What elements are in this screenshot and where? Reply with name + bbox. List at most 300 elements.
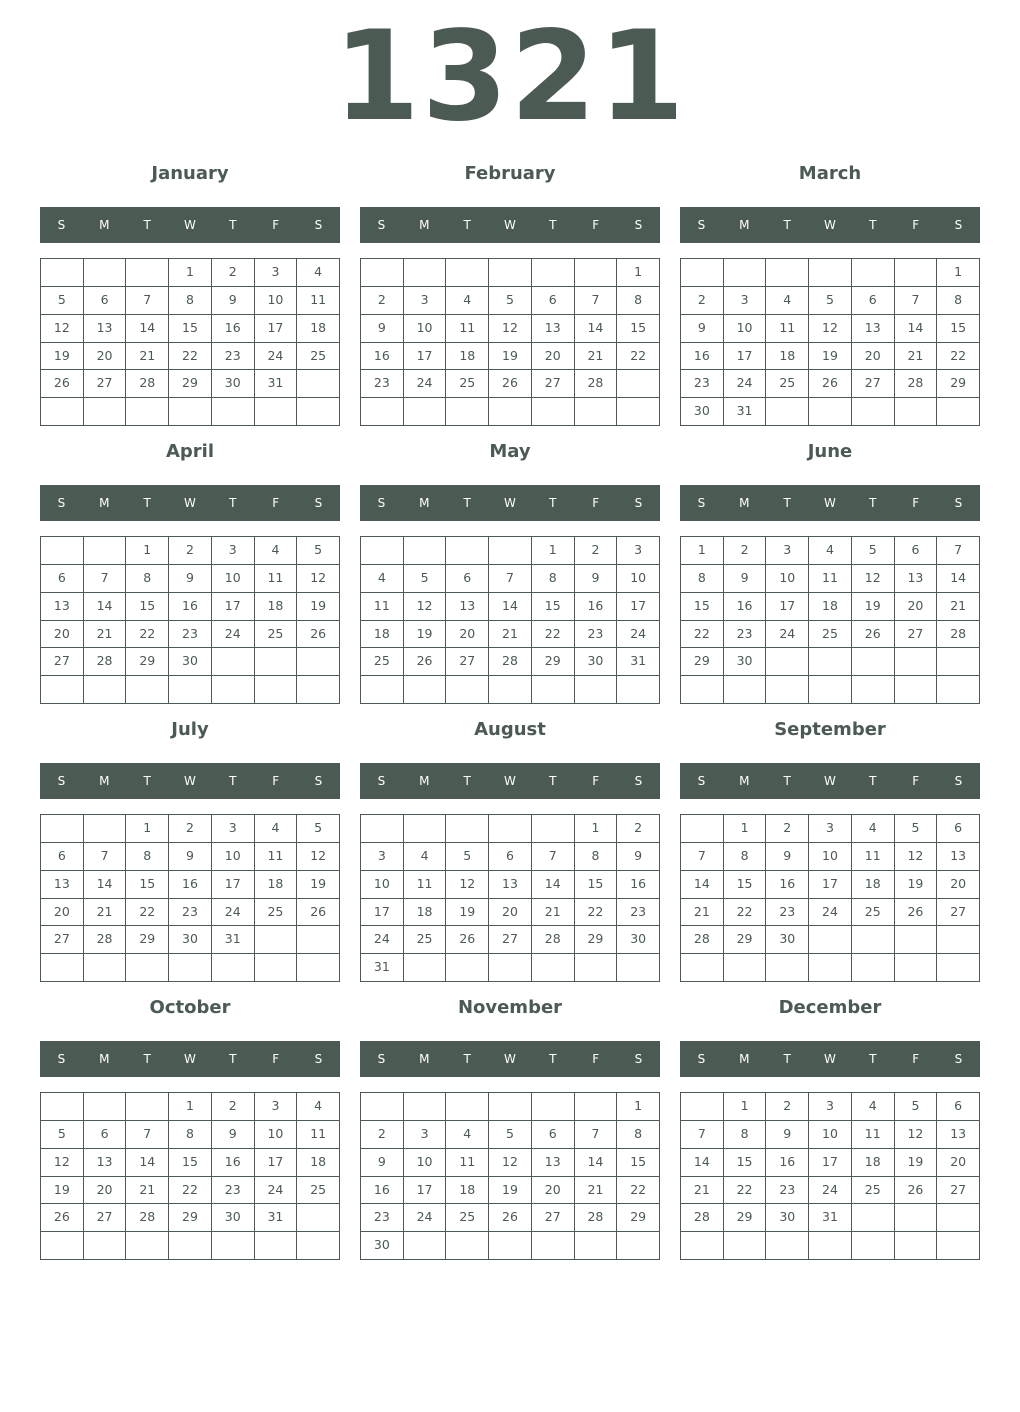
day-cell[interactable]: 15: [617, 315, 660, 343]
day-cell[interactable]: 18: [446, 1177, 489, 1205]
day-cell[interactable]: 6: [852, 287, 895, 315]
day-cell[interactable]: 18: [255, 871, 298, 899]
day-cell[interactable]: 8: [617, 1121, 660, 1149]
day-cell[interactable]: 15: [169, 1149, 212, 1177]
day-cell[interactable]: 16: [681, 343, 724, 371]
day-cell[interactable]: 5: [41, 287, 84, 315]
day-cell[interactable]: 19: [404, 621, 447, 649]
day-cell[interactable]: 19: [809, 343, 852, 371]
day-cell[interactable]: 27: [84, 1204, 127, 1232]
day-cell[interactable]: 22: [617, 343, 660, 371]
day-cell[interactable]: 21: [126, 343, 169, 371]
day-cell[interactable]: 25: [297, 343, 340, 371]
day-cell[interactable]: 24: [766, 621, 809, 649]
day-cell[interactable]: 9: [724, 565, 767, 593]
day-cell[interactable]: 26: [895, 1177, 938, 1205]
day-cell[interactable]: 12: [297, 565, 340, 593]
day-cell[interactable]: 22: [169, 1177, 212, 1205]
day-cell[interactable]: 4: [852, 815, 895, 843]
day-cell[interactable]: 12: [895, 843, 938, 871]
day-cell[interactable]: 7: [84, 843, 127, 871]
day-cell[interactable]: 8: [169, 1121, 212, 1149]
day-cell[interactable]: 25: [852, 1177, 895, 1205]
day-cell[interactable]: 13: [937, 843, 980, 871]
day-cell[interactable]: 11: [809, 565, 852, 593]
day-cell[interactable]: 4: [297, 259, 340, 287]
day-cell[interactable]: 2: [169, 815, 212, 843]
day-cell[interactable]: 20: [852, 343, 895, 371]
day-cell[interactable]: 18: [852, 1149, 895, 1177]
day-cell[interactable]: 30: [724, 648, 767, 676]
day-cell[interactable]: 14: [681, 871, 724, 899]
day-cell[interactable]: 9: [766, 843, 809, 871]
day-cell[interactable]: 27: [41, 926, 84, 954]
day-cell[interactable]: 12: [446, 871, 489, 899]
day-cell[interactable]: 2: [724, 537, 767, 565]
day-cell[interactable]: 10: [809, 1121, 852, 1149]
day-cell[interactable]: 20: [937, 1149, 980, 1177]
day-cell[interactable]: 5: [446, 843, 489, 871]
day-cell[interactable]: 13: [41, 871, 84, 899]
day-cell[interactable]: 15: [617, 1149, 660, 1177]
day-cell[interactable]: 31: [212, 926, 255, 954]
day-cell[interactable]: 27: [41, 648, 84, 676]
day-cell[interactable]: 14: [681, 1149, 724, 1177]
day-cell[interactable]: 2: [681, 287, 724, 315]
day-cell[interactable]: 11: [255, 843, 298, 871]
day-cell[interactable]: 9: [361, 315, 404, 343]
day-cell[interactable]: 11: [404, 871, 447, 899]
day-cell[interactable]: 5: [489, 287, 532, 315]
day-cell[interactable]: 30: [681, 398, 724, 426]
day-cell[interactable]: 25: [255, 899, 298, 927]
day-cell[interactable]: 12: [404, 593, 447, 621]
day-cell[interactable]: 11: [446, 1149, 489, 1177]
day-cell[interactable]: 28: [937, 621, 980, 649]
day-cell[interactable]: 27: [532, 370, 575, 398]
day-cell[interactable]: 1: [937, 259, 980, 287]
day-cell[interactable]: 3: [255, 259, 298, 287]
day-cell[interactable]: 28: [84, 926, 127, 954]
day-cell[interactable]: 30: [575, 648, 618, 676]
day-cell[interactable]: 19: [41, 1177, 84, 1205]
day-cell[interactable]: 14: [126, 315, 169, 343]
day-cell[interactable]: 19: [489, 1177, 532, 1205]
day-cell[interactable]: 3: [617, 537, 660, 565]
day-cell[interactable]: 6: [937, 815, 980, 843]
day-cell[interactable]: 19: [895, 1149, 938, 1177]
day-cell[interactable]: 27: [84, 370, 127, 398]
day-cell[interactable]: 23: [766, 899, 809, 927]
day-cell[interactable]: 25: [297, 1177, 340, 1205]
day-cell[interactable]: 24: [404, 370, 447, 398]
day-cell[interactable]: 7: [895, 287, 938, 315]
day-cell[interactable]: 7: [575, 1121, 618, 1149]
day-cell[interactable]: 28: [126, 370, 169, 398]
day-cell[interactable]: 5: [41, 1121, 84, 1149]
day-cell[interactable]: 23: [361, 1204, 404, 1232]
day-cell[interactable]: 5: [404, 565, 447, 593]
day-cell[interactable]: 13: [532, 315, 575, 343]
day-cell[interactable]: 15: [575, 871, 618, 899]
day-cell[interactable]: 20: [41, 899, 84, 927]
day-cell[interactable]: 5: [297, 815, 340, 843]
day-cell[interactable]: 28: [126, 1204, 169, 1232]
day-cell[interactable]: 1: [169, 259, 212, 287]
day-cell[interactable]: 14: [84, 871, 127, 899]
day-cell[interactable]: 18: [297, 1149, 340, 1177]
day-cell[interactable]: 27: [937, 899, 980, 927]
day-cell[interactable]: 19: [446, 899, 489, 927]
day-cell[interactable]: 15: [724, 871, 767, 899]
day-cell[interactable]: 13: [446, 593, 489, 621]
day-cell[interactable]: 4: [446, 287, 489, 315]
day-cell[interactable]: 22: [937, 343, 980, 371]
day-cell[interactable]: 30: [617, 926, 660, 954]
day-cell[interactable]: 3: [404, 287, 447, 315]
day-cell[interactable]: 16: [361, 1177, 404, 1205]
day-cell[interactable]: 30: [766, 926, 809, 954]
day-cell[interactable]: 21: [681, 1177, 724, 1205]
day-cell[interactable]: 16: [724, 593, 767, 621]
day-cell[interactable]: 10: [404, 1149, 447, 1177]
day-cell[interactable]: 24: [617, 621, 660, 649]
day-cell[interactable]: 24: [255, 343, 298, 371]
day-cell[interactable]: 18: [809, 593, 852, 621]
day-cell[interactable]: 14: [937, 565, 980, 593]
day-cell[interactable]: 21: [937, 593, 980, 621]
day-cell[interactable]: 17: [809, 871, 852, 899]
day-cell[interactable]: 10: [724, 315, 767, 343]
day-cell[interactable]: 8: [617, 287, 660, 315]
day-cell[interactable]: 1: [681, 537, 724, 565]
day-cell[interactable]: 28: [895, 370, 938, 398]
day-cell[interactable]: 31: [255, 1204, 298, 1232]
day-cell[interactable]: 2: [212, 1093, 255, 1121]
day-cell[interactable]: 26: [404, 648, 447, 676]
day-cell[interactable]: 7: [681, 1121, 724, 1149]
day-cell[interactable]: 21: [489, 621, 532, 649]
day-cell[interactable]: 17: [404, 343, 447, 371]
day-cell[interactable]: 10: [212, 843, 255, 871]
day-cell[interactable]: 5: [489, 1121, 532, 1149]
day-cell[interactable]: 8: [169, 287, 212, 315]
day-cell[interactable]: 1: [575, 815, 618, 843]
day-cell[interactable]: 24: [724, 370, 767, 398]
day-cell[interactable]: 16: [575, 593, 618, 621]
day-cell[interactable]: 18: [404, 899, 447, 927]
day-cell[interactable]: 25: [361, 648, 404, 676]
day-cell[interactable]: 14: [532, 871, 575, 899]
day-cell[interactable]: 22: [617, 1177, 660, 1205]
day-cell[interactable]: 21: [84, 899, 127, 927]
day-cell[interactable]: 2: [212, 259, 255, 287]
day-cell[interactable]: 4: [297, 1093, 340, 1121]
day-cell[interactable]: 17: [255, 315, 298, 343]
day-cell[interactable]: 26: [852, 621, 895, 649]
day-cell[interactable]: 17: [212, 871, 255, 899]
day-cell[interactable]: 12: [297, 843, 340, 871]
day-cell[interactable]: 27: [489, 926, 532, 954]
day-cell[interactable]: 23: [575, 621, 618, 649]
day-cell[interactable]: 6: [532, 1121, 575, 1149]
day-cell[interactable]: 28: [489, 648, 532, 676]
day-cell[interactable]: 25: [852, 899, 895, 927]
day-cell[interactable]: 27: [895, 621, 938, 649]
day-cell[interactable]: 8: [937, 287, 980, 315]
day-cell[interactable]: 9: [361, 1149, 404, 1177]
day-cell[interactable]: 20: [84, 343, 127, 371]
day-cell[interactable]: 7: [575, 287, 618, 315]
day-cell[interactable]: 6: [446, 565, 489, 593]
day-cell[interactable]: 31: [809, 1204, 852, 1232]
day-cell[interactable]: 30: [212, 1204, 255, 1232]
day-cell[interactable]: 26: [297, 621, 340, 649]
day-cell[interactable]: 18: [361, 621, 404, 649]
day-cell[interactable]: 29: [532, 648, 575, 676]
day-cell[interactable]: 6: [41, 843, 84, 871]
day-cell[interactable]: 7: [126, 1121, 169, 1149]
day-cell[interactable]: 23: [212, 343, 255, 371]
day-cell[interactable]: 10: [255, 287, 298, 315]
day-cell[interactable]: 8: [532, 565, 575, 593]
day-cell[interactable]: 21: [895, 343, 938, 371]
day-cell[interactable]: 26: [297, 899, 340, 927]
day-cell[interactable]: 2: [361, 1121, 404, 1149]
day-cell[interactable]: 1: [617, 1093, 660, 1121]
day-cell[interactable]: 13: [532, 1149, 575, 1177]
day-cell[interactable]: 14: [575, 1149, 618, 1177]
day-cell[interactable]: 2: [361, 287, 404, 315]
day-cell[interactable]: 22: [126, 621, 169, 649]
day-cell[interactable]: 24: [809, 1177, 852, 1205]
day-cell[interactable]: 16: [766, 871, 809, 899]
day-cell[interactable]: 27: [852, 370, 895, 398]
day-cell[interactable]: 20: [937, 871, 980, 899]
day-cell[interactable]: 25: [809, 621, 852, 649]
day-cell[interactable]: 20: [489, 899, 532, 927]
day-cell[interactable]: 26: [489, 1204, 532, 1232]
day-cell[interactable]: 23: [169, 899, 212, 927]
day-cell[interactable]: 16: [212, 1149, 255, 1177]
day-cell[interactable]: 13: [852, 315, 895, 343]
day-cell[interactable]: 21: [84, 621, 127, 649]
day-cell[interactable]: 16: [212, 315, 255, 343]
day-cell[interactable]: 1: [169, 1093, 212, 1121]
day-cell[interactable]: 17: [766, 593, 809, 621]
day-cell[interactable]: 13: [895, 565, 938, 593]
day-cell[interactable]: 18: [255, 593, 298, 621]
day-cell[interactable]: 7: [681, 843, 724, 871]
day-cell[interactable]: 10: [361, 871, 404, 899]
day-cell[interactable]: 23: [724, 621, 767, 649]
day-cell[interactable]: 15: [532, 593, 575, 621]
day-cell[interactable]: 22: [169, 343, 212, 371]
day-cell[interactable]: 12: [41, 315, 84, 343]
day-cell[interactable]: 17: [361, 899, 404, 927]
day-cell[interactable]: 29: [169, 370, 212, 398]
day-cell[interactable]: 7: [532, 843, 575, 871]
day-cell[interactable]: 8: [681, 565, 724, 593]
day-cell[interactable]: 9: [575, 565, 618, 593]
day-cell[interactable]: 9: [169, 565, 212, 593]
day-cell[interactable]: 22: [575, 899, 618, 927]
day-cell[interactable]: 3: [212, 815, 255, 843]
day-cell[interactable]: 30: [766, 1204, 809, 1232]
day-cell[interactable]: 30: [212, 370, 255, 398]
day-cell[interactable]: 8: [724, 1121, 767, 1149]
day-cell[interactable]: 4: [361, 565, 404, 593]
day-cell[interactable]: 9: [617, 843, 660, 871]
day-cell[interactable]: 20: [446, 621, 489, 649]
day-cell[interactable]: 19: [41, 343, 84, 371]
day-cell[interactable]: 11: [446, 315, 489, 343]
day-cell[interactable]: 3: [724, 287, 767, 315]
day-cell[interactable]: 17: [724, 343, 767, 371]
day-cell[interactable]: 30: [361, 1232, 404, 1260]
day-cell[interactable]: 22: [126, 899, 169, 927]
day-cell[interactable]: 4: [852, 1093, 895, 1121]
day-cell[interactable]: 11: [852, 843, 895, 871]
day-cell[interactable]: 16: [361, 343, 404, 371]
day-cell[interactable]: 18: [297, 315, 340, 343]
day-cell[interactable]: 14: [895, 315, 938, 343]
day-cell[interactable]: 28: [575, 370, 618, 398]
day-cell[interactable]: 26: [41, 370, 84, 398]
day-cell[interactable]: 12: [809, 315, 852, 343]
day-cell[interactable]: 9: [212, 1121, 255, 1149]
day-cell[interactable]: 2: [766, 815, 809, 843]
day-cell[interactable]: 7: [126, 287, 169, 315]
day-cell[interactable]: 15: [681, 593, 724, 621]
day-cell[interactable]: 29: [126, 926, 169, 954]
day-cell[interactable]: 25: [766, 370, 809, 398]
day-cell[interactable]: 26: [41, 1204, 84, 1232]
day-cell[interactable]: 4: [766, 287, 809, 315]
day-cell[interactable]: 3: [361, 843, 404, 871]
day-cell[interactable]: 26: [446, 926, 489, 954]
day-cell[interactable]: 13: [937, 1121, 980, 1149]
day-cell[interactable]: 19: [297, 871, 340, 899]
day-cell[interactable]: 19: [895, 871, 938, 899]
day-cell[interactable]: 24: [255, 1177, 298, 1205]
day-cell[interactable]: 21: [575, 1177, 618, 1205]
day-cell[interactable]: 7: [489, 565, 532, 593]
day-cell[interactable]: 13: [84, 315, 127, 343]
day-cell[interactable]: 3: [809, 1093, 852, 1121]
day-cell[interactable]: 16: [617, 871, 660, 899]
day-cell[interactable]: 17: [255, 1149, 298, 1177]
day-cell[interactable]: 14: [84, 593, 127, 621]
day-cell[interactable]: 23: [766, 1177, 809, 1205]
day-cell[interactable]: 9: [212, 287, 255, 315]
day-cell[interactable]: 11: [297, 1121, 340, 1149]
day-cell[interactable]: 5: [895, 1093, 938, 1121]
day-cell[interactable]: 20: [84, 1177, 127, 1205]
day-cell[interactable]: 14: [489, 593, 532, 621]
day-cell[interactable]: 17: [809, 1149, 852, 1177]
day-cell[interactable]: 28: [84, 648, 127, 676]
day-cell[interactable]: 15: [126, 871, 169, 899]
day-cell[interactable]: 17: [212, 593, 255, 621]
day-cell[interactable]: 3: [255, 1093, 298, 1121]
day-cell[interactable]: 7: [84, 565, 127, 593]
day-cell[interactable]: 16: [169, 871, 212, 899]
day-cell[interactable]: 27: [532, 1204, 575, 1232]
day-cell[interactable]: 28: [532, 926, 575, 954]
day-cell[interactable]: 23: [617, 899, 660, 927]
day-cell[interactable]: 11: [766, 315, 809, 343]
day-cell[interactable]: 13: [489, 871, 532, 899]
day-cell[interactable]: 4: [255, 815, 298, 843]
day-cell[interactable]: 5: [297, 537, 340, 565]
day-cell[interactable]: 31: [724, 398, 767, 426]
day-cell[interactable]: 15: [937, 315, 980, 343]
day-cell[interactable]: 25: [404, 926, 447, 954]
day-cell[interactable]: 29: [724, 1204, 767, 1232]
day-cell[interactable]: 3: [212, 537, 255, 565]
day-cell[interactable]: 28: [681, 1204, 724, 1232]
day-cell[interactable]: 31: [361, 954, 404, 982]
day-cell[interactable]: 12: [41, 1149, 84, 1177]
day-cell[interactable]: 21: [532, 899, 575, 927]
day-cell[interactable]: 14: [126, 1149, 169, 1177]
day-cell[interactable]: 26: [809, 370, 852, 398]
day-cell[interactable]: 10: [404, 315, 447, 343]
day-cell[interactable]: 21: [126, 1177, 169, 1205]
day-cell[interactable]: 22: [532, 621, 575, 649]
day-cell[interactable]: 11: [852, 1121, 895, 1149]
day-cell[interactable]: 2: [169, 537, 212, 565]
day-cell[interactable]: 1: [724, 1093, 767, 1121]
day-cell[interactable]: 23: [681, 370, 724, 398]
day-cell[interactable]: 20: [532, 343, 575, 371]
day-cell[interactable]: 18: [446, 343, 489, 371]
day-cell[interactable]: 19: [489, 343, 532, 371]
day-cell[interactable]: 7: [937, 537, 980, 565]
day-cell[interactable]: 4: [255, 537, 298, 565]
day-cell[interactable]: 25: [446, 370, 489, 398]
day-cell[interactable]: 17: [404, 1177, 447, 1205]
day-cell[interactable]: 29: [126, 648, 169, 676]
day-cell[interactable]: 16: [766, 1149, 809, 1177]
day-cell[interactable]: 9: [766, 1121, 809, 1149]
day-cell[interactable]: 27: [937, 1177, 980, 1205]
day-cell[interactable]: 28: [575, 1204, 618, 1232]
day-cell[interactable]: 20: [895, 593, 938, 621]
day-cell[interactable]: 8: [724, 843, 767, 871]
day-cell[interactable]: 20: [532, 1177, 575, 1205]
day-cell[interactable]: 8: [126, 843, 169, 871]
day-cell[interactable]: 8: [575, 843, 618, 871]
day-cell[interactable]: 14: [575, 315, 618, 343]
day-cell[interactable]: 10: [212, 565, 255, 593]
day-cell[interactable]: 29: [681, 648, 724, 676]
day-cell[interactable]: 31: [617, 648, 660, 676]
day-cell[interactable]: 9: [169, 843, 212, 871]
day-cell[interactable]: 5: [852, 537, 895, 565]
day-cell[interactable]: 15: [724, 1149, 767, 1177]
day-cell[interactable]: 23: [169, 621, 212, 649]
day-cell[interactable]: 24: [404, 1204, 447, 1232]
day-cell[interactable]: 12: [895, 1121, 938, 1149]
day-cell[interactable]: 4: [809, 537, 852, 565]
day-cell[interactable]: 22: [681, 621, 724, 649]
day-cell[interactable]: 2: [617, 815, 660, 843]
day-cell[interactable]: 23: [212, 1177, 255, 1205]
day-cell[interactable]: 10: [809, 843, 852, 871]
day-cell[interactable]: 13: [84, 1149, 127, 1177]
